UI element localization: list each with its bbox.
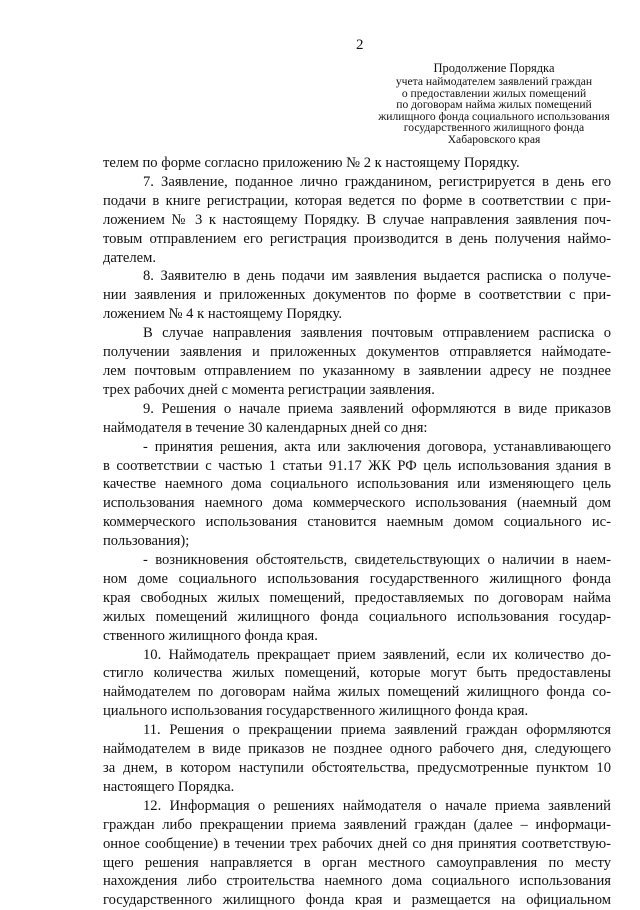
text-line: за днем, в котором наступили обстоятельства, предусмотренные пунктом 10 <box>103 760 611 776</box>
text-line: наймодателя в течение 30 календарных дней со дня: <box>103 419 428 436</box>
text-line: наймодателем по договорам найма жилых помещений жилищного фонда со- <box>103 684 611 701</box>
text-line: - возникновения обстоятельств, свидетельствующих о наличии в наем- <box>143 552 611 569</box>
text-line: настоящего Порядка. <box>103 778 235 795</box>
text-line: 11. Решения о прекращении приема заявлений граждан оформляются <box>143 722 611 739</box>
text-line: подачи в книге регистрации, которая ведется по форме в соответствии с при- <box>103 192 611 209</box>
paragraph <box>103 154 611 173</box>
paragraph <box>103 721 611 797</box>
text-line: дателем. <box>103 249 157 266</box>
text-line: - принятия решения, акта или заключения договора, устанавливающего <box>143 438 611 455</box>
text-line: щего решения направляется в орган местного самоуправления по месту <box>103 854 611 871</box>
text-line: граждан либо прекращении приема заявлений граждан (далее – информаци- <box>103 816 611 833</box>
text-line: 7. Заявление, поданное лично гражданином, регистрируется в день его <box>143 173 611 190</box>
paragraph <box>103 551 611 646</box>
text-line: ложением № 3 к настоящему Порядку. В случае направления заявления поч- <box>103 211 611 228</box>
text-line: циального использования государственного жилищного фонда края. <box>103 703 529 720</box>
paragraph <box>103 797 611 910</box>
page-number: 2 <box>356 37 364 53</box>
text-line: ложением № 4 к настоящему Порядку. <box>103 306 343 323</box>
text-line: ственного жилищного фонда края. <box>103 627 318 644</box>
paragraph <box>103 646 611 722</box>
header-line: жилищного фонда социального использования <box>378 109 610 123</box>
text-line: 12. Информация о решениях наймодателя о начале приема заявлений <box>143 797 611 814</box>
header-line: о предоставлении жилых помещений <box>401 86 587 100</box>
text-line: качестве наемного дома социального использования или изменяющего цель <box>103 476 611 493</box>
paragraph <box>103 173 611 268</box>
header-line: по договорам найма жилых помещений <box>396 98 592 112</box>
header-title: Продолжение Порядка <box>433 61 555 75</box>
continuation-header <box>372 62 616 146</box>
paragraph <box>103 400 611 438</box>
text-line: онное сообщение) в течении трех рабочих дней со дня принятия соответствую- <box>103 835 611 852</box>
paragraph <box>103 267 611 324</box>
text-line: наймодателем в виде приказов не позднее одного рабочего дня, следующего <box>103 741 611 758</box>
text-line: ном доме социального использования государственного жилищного фонда <box>103 570 611 587</box>
text-line: нахождения либо строительства наемного дома социального использования <box>103 873 611 890</box>
text-line: коммерческого использования становится наемным домом социального ис- <box>103 514 611 531</box>
header-line: государственного жилищного фонда <box>403 121 585 135</box>
text-line: нии заявления и приложенных документов по форме в соответствии с при- <box>103 287 611 304</box>
text-line: лем почтовым отправлением по указанному в заявлении адресу не позднее <box>103 362 611 379</box>
text-line: в соответствии с частью 1 статьи 91.17 ЖК РФ цель использования здания в <box>103 457 611 474</box>
text-line: 10. Наймодатель прекращает прием заявлений, если их количество до- <box>143 646 611 663</box>
text-line: жилых помещений жилищного фонда социального использования государ- <box>103 608 611 625</box>
text-line: государственного жилищного фонда края и размещается на официальном <box>103 892 611 909</box>
header-line: учета наймодателем заявлений граждан <box>395 75 593 88</box>
text-line: 9. Решения о начале приема заявлений оформляются в виде приказов <box>143 400 611 417</box>
paragraph <box>103 324 611 400</box>
text-line: стигло количества жилых помещений, которые могут быть предоставлены <box>103 665 611 682</box>
text-line: трех рабочих дней с момента регистрации заявления. <box>103 381 435 398</box>
text-line: пользования); <box>103 533 190 550</box>
text-line: телем по форме согласно приложению № 2 к настоящему Порядку. <box>103 155 520 171</box>
body-text <box>103 154 611 910</box>
text-line: использования наемного дома коммерческого использования (наемный дом <box>103 495 611 512</box>
text-line: получении заявления и приложенных документов отправляется наймодате- <box>103 344 611 361</box>
text-line: товым отправлением его регистрация производится в день получения наймо- <box>103 230 611 247</box>
text-line: края свободных жилых помещений, предоставляемых по договорам найма <box>103 589 611 606</box>
text-line: В случае направления заявления почтовым отправлением расписка о <box>143 325 611 342</box>
paragraph <box>103 438 611 551</box>
header-line: Хабаровского края <box>447 132 541 146</box>
text-line: 8. Заявителю в день подачи им заявления выдается расписка о получе- <box>143 268 611 285</box>
